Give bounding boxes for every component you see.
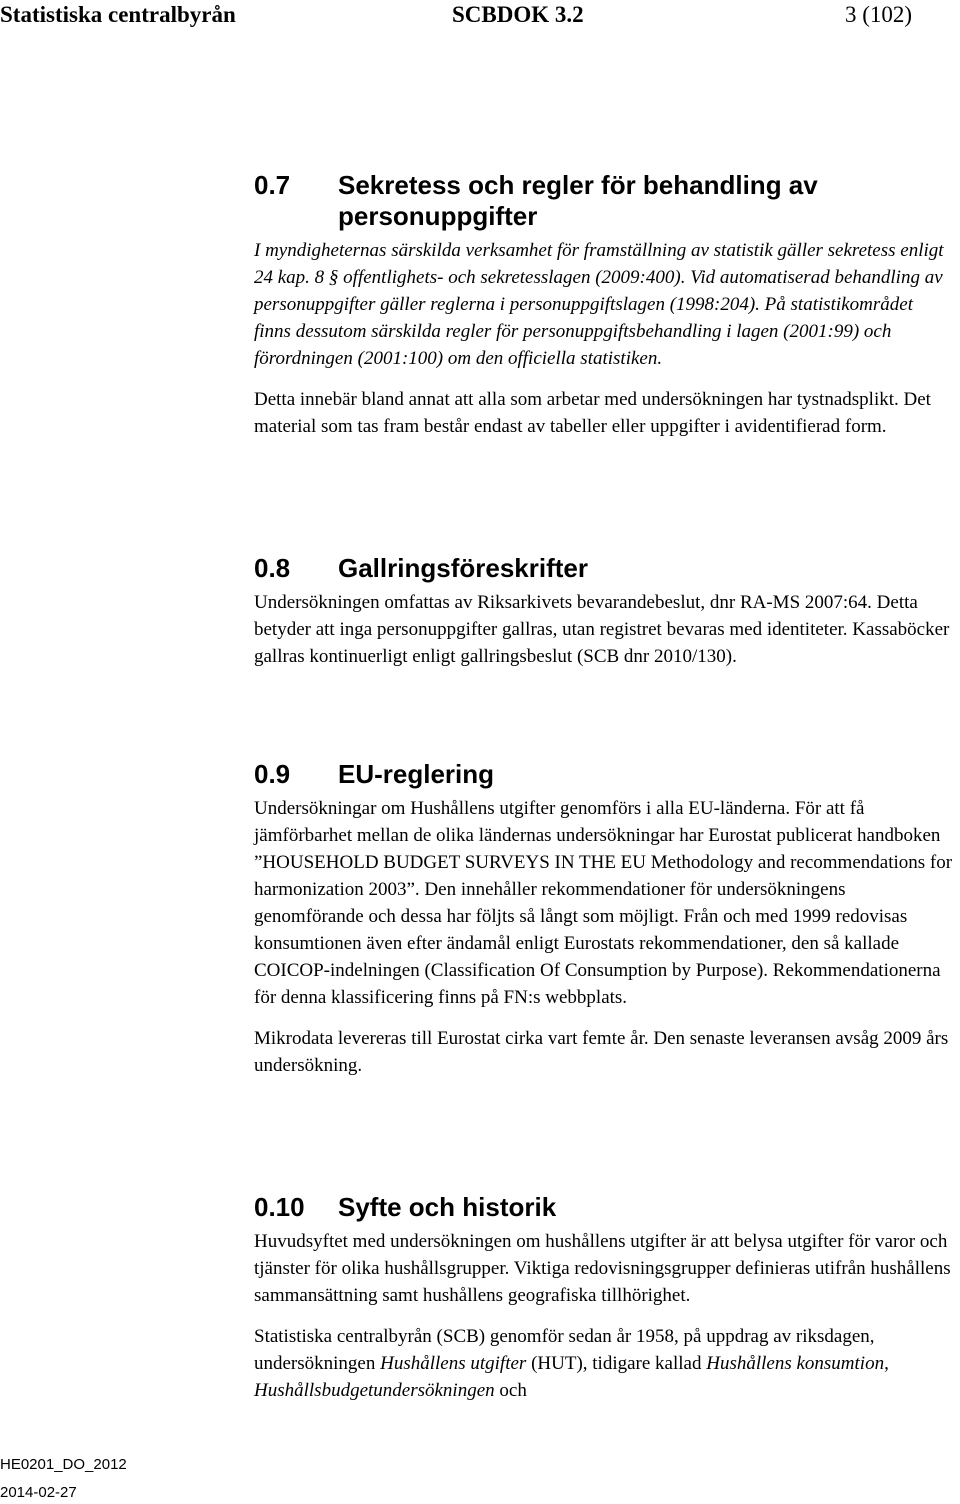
- text-run: (HUT), tidigare kallad: [526, 1353, 707, 1374]
- section-0-10: [254, 1192, 954, 1418]
- section-number: 0.9: [254, 759, 291, 789]
- paragraph: [254, 1323, 954, 1404]
- page-header: [0, 0, 960, 30]
- emphasis-former-name-2: Hushållsbudgetundersökningen: [254, 1380, 495, 1401]
- section-0-7: [254, 170, 954, 454]
- header-page-number: 3 (102): [845, 2, 913, 27]
- text-run: och: [494, 1380, 527, 1401]
- section-heading: [254, 759, 954, 790]
- paragraph: Mikrodata levereras till Eurostat cirka vart femte år. Den senaste leveransen avsåg 2009 års undersökning.: [254, 1028, 949, 1076]
- section-number: 0.8: [254, 553, 291, 583]
- section-number: 0.7: [254, 170, 291, 200]
- footer-document-code: HE0201_DO_2012: [0, 1456, 127, 1473]
- section-title: Gallringsföreskrifter: [338, 553, 588, 583]
- paragraph: Undersökningar om Hushållens utgifter genomförs i alla EU-länderna. För att få jämförbarhet mellan de olika ländernas undersökningar har Eurostat publicerat handboken ”HOUSEHOLD BUDGET SURVEYS IN THE EU Methodology and recommendations for harmonization 2003”. Den innehåller rekommendationer för undersökningens genomförande och dessa har följts så långt som möjligt. Från och med 1999 redovisas konsumtionen även efter ändamål enligt Eurostats rekommendationer, den så kallade COICOP-indelningen (Classification Of Consumption by Purpose). Rekommendationerna för denna klassificering finns på FN:s webbplats.: [254, 798, 953, 1008]
- section-heading: [254, 553, 954, 584]
- section-heading: [254, 1192, 954, 1223]
- section-title: Sekretess och regler för behandling av personuppgifter: [338, 170, 818, 231]
- section-0-8: [254, 553, 954, 684]
- header-document-id: SCBDOK 3.2: [452, 2, 584, 27]
- emphasis-survey-name: Hushållens utgifter: [380, 1353, 527, 1374]
- paragraph: Undersökningen omfattas av Riksarkivets bevarandebeslut, dnr RA-MS 2007:64. Detta betyder att inga personuppgifter gallras, utan registret bevaras med identiteter. Kassaböcker gallras kontinuerligt enligt gallringsbeslut (SCB dnr 2010/130).: [254, 592, 950, 667]
- section-heading: [254, 170, 954, 232]
- section-title: EU-reglering: [338, 759, 495, 789]
- section-0-9: [254, 759, 954, 1093]
- paragraph: I myndigheternas särskilda verksamhet för framställning av statistik gäller sekretess enligt 24 kap. 8 § offentlighets- och sekretesslagen (2009:400). Vid automatiserad behandling av personuppgifter gäller reglerna i personuppgiftslagen (1998:204). På statistikområdet finns dessutom särskilda regler för personuppgiftsbehandling i lagen (2001:99) och förordningen (2001:100) om den officiella statistiken.: [254, 240, 944, 369]
- header-organization: Statistiska centralbyrån: [0, 2, 236, 27]
- paragraph: Detta innebär bland annat att alla som arbetar med undersökningen har tystnadsplikt. Det material som tas fram består endast av tabeller eller uppgifter i avidentifierad form.: [254, 389, 931, 437]
- footer-date: 2014-02-27: [0, 1484, 77, 1501]
- section-title: Syfte och historik: [338, 1192, 557, 1222]
- text-run: ,: [884, 1353, 889, 1374]
- emphasis-former-name: Hushållens konsumtion: [706, 1353, 885, 1374]
- paragraph: Huvudsyftet med undersökningen om hushållens utgifter är att belysa utgifter för varor och tjänster för olika hushållsgrupper. Viktiga redovisningsgrupper definieras utifrån hushållens sammansättning samt hushållens geografiska tillhörighet.: [254, 1231, 951, 1306]
- section-number: 0.10: [254, 1192, 305, 1222]
- text-run: Statistiska centralbyrån (SCB) genomför sedan år 1958, på uppdrag av riksdagen, undersökningen: [254, 1326, 875, 1374]
